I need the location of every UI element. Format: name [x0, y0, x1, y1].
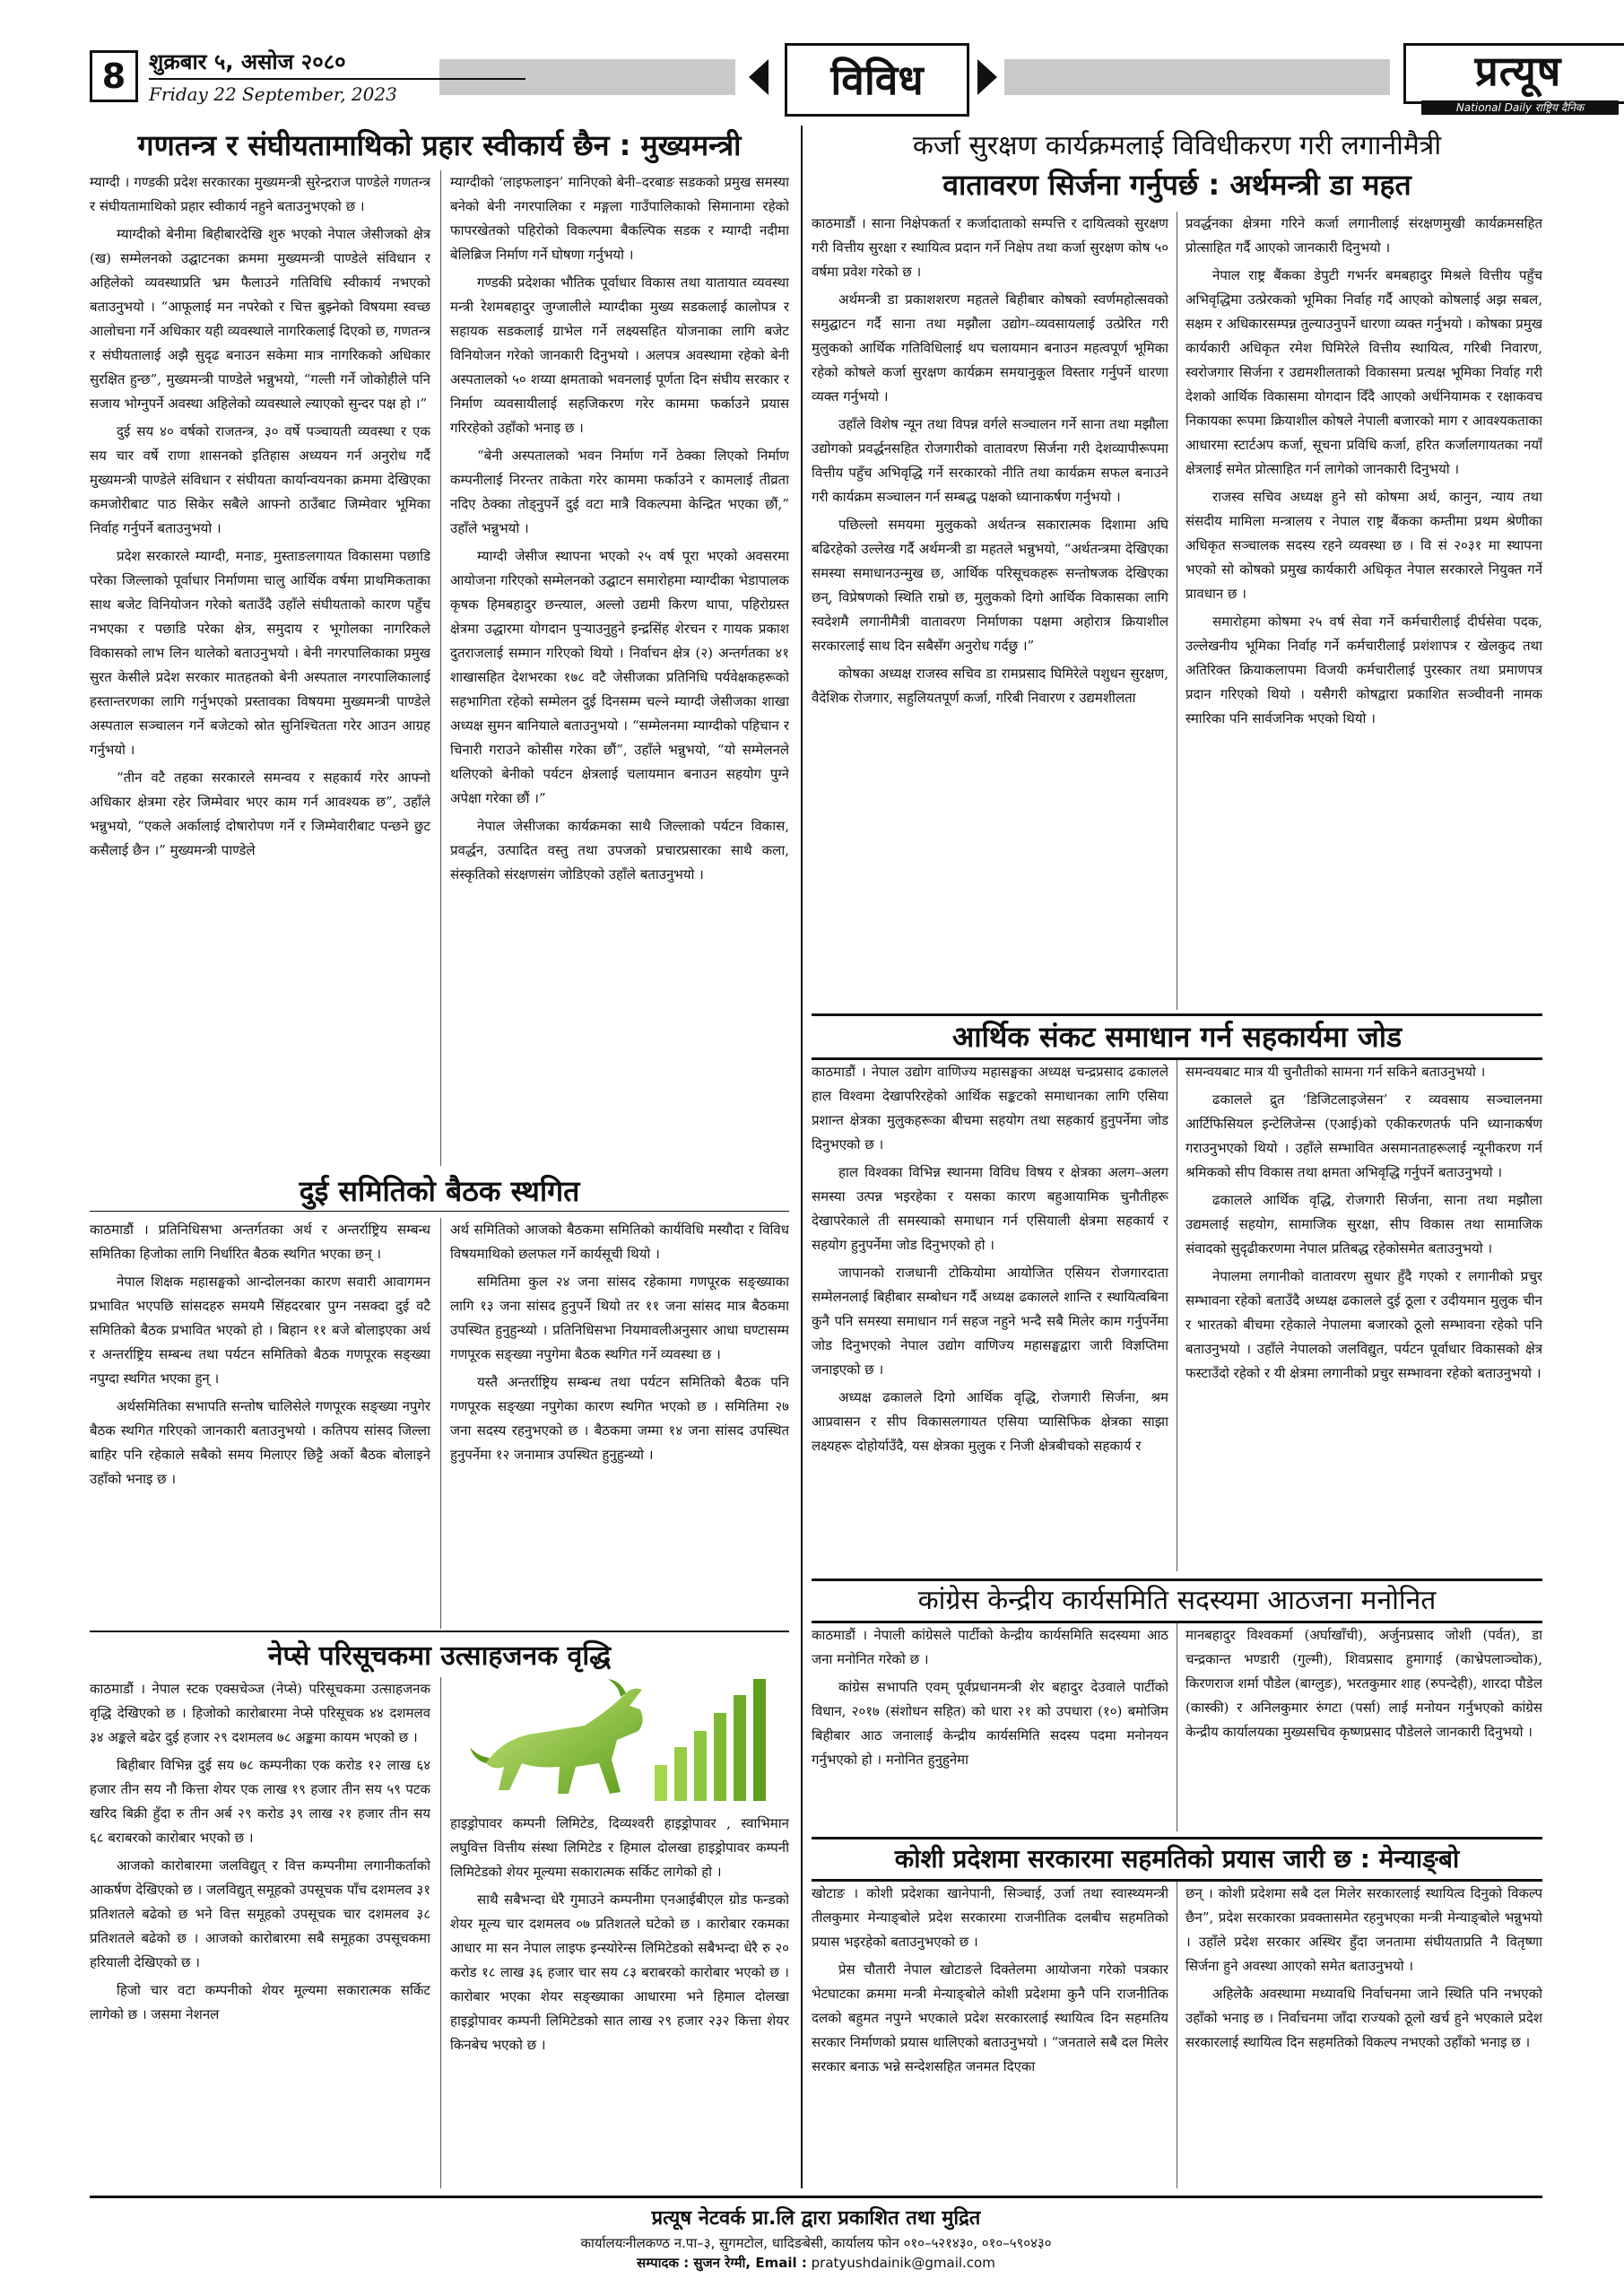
paragraph: अध्यक्ष ढकालले दिगो आर्थिक वृद्धि, रोजगारी सिर्जना, श्रम आप्रवासन र सीप विकासलगायत एसिया प्यासिफिक क्षेत्रका साझा लक्ष्यहरू दोहोर्याउँदै, यस क्षेत्रका मुलुक र निजी क्षेत्रबीचको सहकार्य र: [812, 1389, 1168, 1454]
article-column: [812, 1882, 1168, 2188]
paragraph: राजस्व सचिव अध्यक्ष हुने सो कोषमा अर्थ, कानुन, न्याय तथा संसदीय मामिला मन्त्रालय र नेपाल राष्ट्र बैंकका कम्तीमा प्रथम श्रेणीका अधिकृत सञ्चालक सदस्य रहने व्यवस्था छ । वि सं २०३१ मा स्थापना भएको सो कोषको प्रमुख कार्यकारी अधिकृत नेपाल सरकारले नियुक्त गर्ने प्रावधान छ ।: [1185, 489, 1542, 602]
issue-dates: [149, 47, 525, 105]
paragraph: खोटाङ । कोशी प्रदेशका खानेपानी, सिञ्चाई, उर्जा तथा स्वास्थ्यमन्त्री तीलकुमार मेन्याङ्बोले प्रदेश सरकारमा राजनीतिक दलबीच सहमतिको प्रयास भइरहेको बताउनुभएको छ ।: [812, 1885, 1168, 1950]
masthead-bar-right: [1004, 59, 1390, 95]
paragraph: दुई सय ४० वर्षको राजतन्त्र, ३० वर्षे पञ्चायती व्यवस्था र एक सय चार वर्षे राणा शासनको इतिहास अध्ययन गर्न अनुरोध गर्दै मुख्यमन्त्री पाण्डेले संविधान र संघीयता कार्यान्वयनका क्रममा देखिएका कमजोरीबाट पाठ सिकेर सबैले आफ्नो ठाउँबाट जिम्मेवार भूमिका निर्वाह गर्नुपर्ने बताउनुभयो ।: [90, 423, 430, 536]
bull-tail: [470, 1747, 490, 1763]
paragraph: अहिलेकै अवस्थामा मध्यावधि निर्वाचनमा जाने स्थिति पनि नभएको उहाँको भनाइ छ । निर्वाचनमा जाँदा राज्यको ठूलो खर्च हुने भएकाले प्रदेश सरकारलाई स्थायित्व दिन सहमतिको विकल्प नभएको उहाँको भनाइ छ ।: [1185, 1986, 1542, 2050]
email-link[interactable]: pratyushdainik@gmail.com: [811, 2255, 995, 2271]
paragraph: समितिमा कुल २४ जना सांसद रहेकामा गणपूरक सङ्ख्याका लागि १३ जना सांसद हुनुपर्ने थियो तर ११ जना सांसद मात्र बैठकमा उपस्थित हुनुहुन्थ्यो । प्रतिनिधिसभा नियमावलीअनुसार आधा घण्टासम्म गणपूरक सङ्ख्या नपुगेमा बैठक स्थगित गर्ने व्यवस्था छ ।: [450, 1274, 789, 1362]
paragraph: अर्थमन्त्री डा प्रकाशशरण महतले बिहीबार कोषको स्वर्णमहोत्सवको समुद्घाटन गर्दै साना तथा मझौला उद्योग–व्यवसायलाई उत्प्रेरित गरी मुलुकको आर्थिक गतिविधिलाई थप चलायमान बनाउन महत्वपूर्ण भूमिका रहेको कोषले कर्जा सुरक्षण कार्यक्रम समयानुकूल विस्तार गर्नुपर्ने धारणा व्यक्त गर्नुभयो ।: [812, 291, 1168, 404]
column-rule: [440, 1218, 441, 1629]
paragraph: काठमाडौं । नेपाल स्टक एक्सचेञ्ज (नेप्से) परिसूचकमा उत्साहजनक वृद्धि देखिएको छ । हिजोको कारोबारमा नेप्से परिसूचक ४४ दशमलव ३४ अङ्कले बढेर दुई हजार २९ दशमलव ७८ अङ्कमा कायम भएको छ ।: [90, 1681, 430, 1745]
article-column: [90, 170, 430, 1166]
article-column: [90, 1218, 430, 1629]
growth-bar: [734, 1695, 746, 1801]
date-english: Friday 22 September, 2023: [149, 83, 397, 105]
growth-bar: [694, 1731, 707, 1801]
article-headline: नेप्से परिसूचकमा उत्साहजनक वृद्धि: [267, 1640, 612, 1672]
paragraph: काठमाडौं । साना निक्षेपकर्ता र कर्जादाताको सम्पत्ति र दायित्वको सुरक्षण गरी वित्तीय सुरक्षा र स्थायित्व प्रदान गर्ने निक्षेप तथा कर्जा सुरक्षण कोष ५० वर्षमा प्रवेश गरेको छ ।: [812, 215, 1168, 280]
article-column: [812, 1623, 1168, 1831]
paragraph: आजको कारोबारमा जलविद्युत् र वित्त कम्पनीमा लगानीकर्ताको आकर्षण देखिएको छ । जलविद्युत् समूहको उपसूचक पाँच दशमलव ३१ प्रतिशतले बढेको छ भने वित्त समूहको उपसूचक चार दशमलव ३८ प्रतिशतले बढेको छ । आजको कारोबारमा सबै समूहका उपसूचकमा हरियाली देखिएको छ ।: [90, 1857, 430, 1970]
paragraph: कोषका अध्यक्ष राजस्व सचिव डा रामप्रसाद घिमिरेले पशुधन सुरक्षण, वैदेशिक रोजगार, सहुलियतपूर्ण कर्जा, गरिबी निवारण र उद्यमशीलता: [812, 665, 1168, 706]
paragraph: छन् । कोशी प्रदेशमा सबै दल मिलेर सरकारलाई स्थायित्व दिनुको विकल्प छैन”, प्रदेश सरकारका प्रवक्तासमेत रहनुभएका मन्त्री मेन्याङ्बोले भन्नुभयो । उहाँले प्रदेश सरकार अस्थिर हुँदा जनतामा संघीयताप्रति नै वितृष्णा सिर्जना हुने अवस्था आएको समेत बताउनुभयो ।: [1185, 1885, 1542, 1974]
paragraph: “तीन वटै तहका सरकारले समन्वय र सहकार्य गरेर आफ्नो अधिकार क्षेत्रमा रहेर जिम्मेवार भएर काम गर्न आवश्यक छ”, उहाँले भन्नुभयो, “एकले अर्कालाई दोषारोपण गर्ने र जिम्मेवारीबाट पन्छने छुट कसैलाई छैन ।” मुख्यमन्त्री पाण्डेले: [90, 770, 430, 858]
article-column: [812, 212, 1168, 1010]
paragraph: म्याग्दी । गण्डकी प्रदेश सरकारका मुख्यमन्त्री सुरेन्द्रराज पाण्डेले गणतन्त्र र संघीयतामाथिको प्रहार स्वीकार्य नहुने बताउनुभएको छ ।: [90, 174, 430, 214]
article-column: [1185, 1623, 1542, 1831]
paragraph: नेपाल जेसीजका कार्यक्रमका साथै जिल्लाको पर्यटन विकास, प्रवर्द्धन, उत्पादित वस्तु तथा उपजको प्रचारप्रसारका साथै कला, संस्कृतिको संरक्षणसंग जोडिएको उहाँले बताउनुभयो ।: [450, 818, 789, 883]
paragraph: नेपालमा लगानीको वातावरण सुधार हुँदै गएको र लगानीको प्रचुर सम्भावना रहेको बताउँदै अध्यक्ष ढकालले दुई ठूला र उदीयमान मुलुक चीन र भारतको बीचमा रहेकाले नेपालमा बजारको ठूलो सम्भावना रहेको पनि बताउनुभयो । उहाँले नेपालको जलविद्युत, पर्यटन पूर्वाधार विकासको क्षेत्र फस्टाउँदो रहेको र यी क्षेत्रमा लगानीको प्रचुर सम्भावना रहेको बताउनुभयो ।: [1185, 1268, 1542, 1381]
triangle-left-icon: [749, 59, 769, 95]
paragraph: नेपाल शिक्षक महासङ्घको आन्दोलनका कारण सवारी आवागमन प्रभावित भएपछि सांसदहरु समयमै सिंहदरबार पुग्न नसक्दा दुई वटै समितिको बैठक प्रभावित भएको हो । बिहान ११ बजे बोलाइएका अर्थ र अन्तर्राष्ट्रिय सम्बन्ध तथा पर्यटन समितिको बैठक गणपूरक सङ्ख्या नपुग्दा स्थगित भएका हुन् ।: [90, 1274, 430, 1387]
logo-subtitle: National Daily राष्ट्रिय दैनिक: [1421, 100, 1619, 115]
article-headline: गणतन्त्र र संघीयतामाथिको प्रहार स्वीकार्य छैन : मुख्यमन्त्री: [137, 128, 742, 162]
column-rule: [440, 1677, 441, 2188]
article-column: [450, 1812, 789, 2188]
paragraph: बिहीबार विभिन्न दुई सय ७८ कम्पनीका एक करोड १२ लाख ६४ हजार तीन सय नौ कित्ता शेयर एक लाख १९ हजार तीन सय ५९ पटक खरिद बिक्री हुँदा रु तीन अर्ब २९ करोड ३९ लाख २१ हजार तीन सय ६८ बराबरको कारोबार भएको छ ।: [90, 1757, 430, 1846]
logo-text: प्रत्यूष: [1474, 47, 1562, 95]
paragraph: “बेनी अस्पतालको भवन निर्माण गर्ने ठेक्का लिएको निर्माण कम्पनीलाई निरन्तर ताकेता गरेर काममा फर्काउने र कामलाई तीव्रता नदिए ठेक्का तोड्नुपर्ने दुई वटा मात्रै विकल्पमा केन्द्रित भएका छौं,” उहाँले भन्नुभयो ।: [450, 448, 789, 536]
divider: [90, 1211, 789, 1212]
paragraph: काठमाडौं । प्रतिनिधिसभा अन्तर्गतका अर्थ र अन्तर्राष्ट्रिय सम्बन्ध समितिका हिजोका लागि निर्धारित बैठक स्थगित भएका छन् ।: [90, 1222, 430, 1262]
paragraph: प्रवर्द्धनका क्षेत्रमा गरिने कर्जा लगानीलाई संरक्षणमुखी कार्यक्रमसहित प्रोत्साहित गर्दै आएको जानकारी दिनुभयो ।: [1185, 215, 1542, 256]
paragraph: उहाँले विशेष न्यून तथा विपन्न वर्गले सञ्चालन गर्ने साना तथा मझौला उद्योगको प्रवर्द्धनसहित रोजगारीको वातावरण सिर्जना गरी देशव्यापीरूपमा वित्तीय पहुँच अभिवृद्धि गर्ने सरकारको नीति तथा कार्यक्रम सफल बनाउने गरी कार्यक्रम सञ्चालन गर्न सम्बद्ध पक्षको ध्यानाकर्षण गर्नुभयो ।: [812, 416, 1168, 505]
paragraph: कांग्रेस सभापति एवम् पूर्वप्रधानमन्त्री शेर बहादुर देउवाले पार्टीको विधान, २०१७ (संशोधन सहित) को धारा २१ को उपधारा (१०) बमोजिम बिहीबार आठ जनालाई केन्द्रीय कार्यसमिति सदस्य पदमा मनोनयन गर्नुभएको हो । मनोनित हुनुहुनेमा: [812, 1679, 1168, 1768]
growth-bar: [753, 1679, 766, 1801]
article-headline: दुई समितिको बैठक स्थगित: [299, 1174, 580, 1208]
article-column: [450, 170, 789, 1166]
growth-bar: [655, 1765, 667, 1801]
paragraph: म्याग्दी जेसीज स्थापना भएको २५ वर्ष पूरा भएको अवसरमा आयोजना गरिएको सम्मेलनको उद्घाटन समारोहमा म्याग्दीका भेडापालक कृषक हिमबहादुर छन्त्याल, अल्लो उद्यमी किरण थापा, पहिरोग्रस्त क्षेत्रमा उद्धारमा योगदान पुऱ्याउनुहुने इन्द्रसिंह शेरचन र गायक प्रकाश दुतराजलाई सम्मान गरिएको थियो । निर्वाचन क्षेत्र (२) अन्तर्गतका ४१ शाखासहित देशभरका १७८ वटै जेसीजका प्रतिनिधि पर्यवेक्षकहरूको सहभागिता रहेको सम्मेलन दुई दिनसम्म चल्ने म्याग्दी जेसीजका शाखा अध्यक्ष सुमन बानियाले बताउनुभयो । “सम्मेलनमा म्याग्दीको पहिचान र चिनारी गराउने कोसीस गरेका छौं”, उहाँले भन्नुभयो, “यो सम्मेलनले थलिएको बेनीको पर्यटन क्षेत्रलाई चलायमान बनाउन सहयोग पुग्ने अपेक्षा गरेका छौं ।”: [450, 548, 789, 806]
newspaper-logo: [1403, 43, 1624, 117]
paragraph: समारोहमा कोषमा २५ वर्ष सेवा गर्ने कर्मचारीलाई दीर्घसेवा पदक, उल्लेखनीय भूमिका निर्वाह गर्ने कर्मचारीलाई प्रशंशापत्र र खेलकुद तथा अतिरिक्त क्रियाकलापमा विजयी कर्मचारीलाई पुरस्कार तथा प्रमाणपत्र प्रदान गरिएको थियो । यसैगरी कोषद्वारा प्रकाशित सञ्चीवनी नामक स्मारिका पनि सार्वजनिक भएको थियो ।: [1185, 613, 1542, 726]
page-column-divider: [801, 126, 803, 2188]
section-title: विविध: [785, 43, 969, 117]
paragraph: पछिल्लो समयमा मुलुकको अर्थतन्त्र सकारात्मक दिशामा अघि बढिरहेको उल्लेख गर्दै अर्थमन्त्री डा महतले भन्नुभयो, “अर्थतन्त्रमा देखिएका समस्या समाधानउन्मुख छ, आर्थिक परिसूचकहरू सन्तोषजक देखिएका छन्, विप्रेषणको स्थिति राम्रो छ, मुलुकको दिगो आर्थिक विकासका लागि स्वदेशमै लगानीमैत्री वातावरण निर्माणका पक्षमा अहोरात्र क्रियाशील सरकारलाई साथ दिन सबैसँग अनुरोध गर्दछु ।”: [812, 517, 1168, 654]
paragraph: जापानको राजधानी टोकियोमा आयोजित एसियन रोजगारदाता सम्मेलनलाई बिहीबार सम्बोधन गर्दै अध्यक्ष ढकालले शान्ति र स्थायित्वबिना कुनै पनि समस्या समाधान गर्न सहज नहुने भन्दै सबै मिलेर काम गर्नुपर्नेमा जोड दिनुभएको नेपाल उद्योग वाणिज्य महासङ्घद्वारा जारी विज्ञप्तिमा जनाइएको छ ।: [812, 1265, 1168, 1378]
paragraph: म्याग्दीको बेनीमा बिहीबारदेखि शुरु भएको नेपाल जेसीजको क्षेत्र (ख) सम्मेलनको उद्घाटनका क्रममा मुख्यमन्त्री पाण्डेले संविधान र अहिलेको व्यवस्थाप्रति भ्रम फैलाउने गतिविधि स्वीकार्य नभएको बताउनुभयो । “आफूलाई मन नपरेको र चित्त बुझ्नेको विषयमा स्वच्छ आलोचना गर्ने अधिकार यही व्यवस्थाले नागरिकलाई दिएको छ, गणतन्त्र र संघीयतालाई अझै सुदृढ बनाउन सकेमा मात्र नागरिकको अधिकार सुरक्षित हुन्छ”, मुख्यमन्त्री पाण्डेले भन्नुभयो, “गल्ती गर्ने जोकोहीले पनि सजाय भोग्नुपर्ने अवस्था अहिलेको व्यवस्थाले ल्याएको सुन्दर पक्ष हो ।”: [90, 226, 430, 412]
paragraph: नेपाल राष्ट्र बैंकका डेपुटी गभर्नर बमबहादुर मिश्रले वित्तीय पहुँच अभिवृद्धिमा उत्प्रेरकको भूमिका निर्वाह गर्दै आएको कोषलाई अझ सबल, सक्षम र अधिकारसम्पन्न तुल्याउनुपर्ने धारणा व्यक्त गर्नुभयो । कोषका प्रमुख कार्यकारी अधिकृत रमेश घिमिरेले वित्तीय स्थायित्व, गरिबी निवारण, स्वरोजगार सिर्जना र उद्यमशीलताको विकासमा प्रत्यक्ष भूमिका निर्वाह गरी देशको आर्थिक विकासमा योगदान दिँदै आएको अर्धनियामक र रक्षाकवच निकायका रूपमा क्रियाशील कोषले नेपाली बजारको माग र आवश्यकताका आधारमा स्टार्टअप कर्जा, सूचना प्रविधि कर्जा, हरित कर्जालगायतका नयाँ क्षेत्रलाई समेत प्रोत्साहित गर्न लागेको जानकारी दिनुभयो ।: [1185, 267, 1542, 477]
publisher-line: प्रत्यूष नेटवर्क प्रा.लि द्वारा प्रकाशित तथा मुद्रित: [651, 2207, 981, 2230]
article-headline: आर्थिक संकट समाधान गर्न सहकार्यमा जोड: [812, 1013, 1542, 1060]
paragraph: म्याग्दीको ‘लाइफलाइन’ मानिएको बेनी–दरबाङ सडकको प्रमुख समस्या बनेको बेनी नगरपालिका र मङ्गला गाउँपालिकाको सिमानामा रहेको फापरखेतको पहिरोको विकल्पमा बैकल्पिक सडक र म्याग्दी नदीमा बेलिब्रिज निर्माण गर्ने घोषणा गर्नुभयो ।: [450, 174, 789, 263]
article-column: [1185, 212, 1542, 1010]
editor-line: [90, 2252, 1542, 2272]
page-number: 8: [90, 50, 138, 102]
article-column: [1185, 1882, 1542, 2188]
paragraph: हाल विश्वका विभिन्न स्थानमा विविध विषय र क्षेत्रका अलग–अलग समस्या उत्पन्न भइरहेका र यसका कारण बहुआयामिक चुनौतीहरू देखापरेकाले ती समस्याको समाधान गर्न एसियाली क्षेत्रमा सहकार्य र सहयोग हुनुपर्नेमा जोड दिनुभएको हो ।: [812, 1164, 1168, 1253]
divider: [90, 1631, 789, 1632]
article-column: [1185, 1060, 1542, 1571]
article-column: [812, 1060, 1168, 1571]
article-headline: कांग्रेस केन्द्रीय कार्यसमिति सदस्यमा आठजना मनोनित: [812, 1578, 1542, 1623]
paragraph: अर्थसमितिका सभापति सन्तोष चालिसेले गणपूरक सङ्ख्या नपुगेर बैठक स्थगित गरिएको जानकारी बताउनुभयो । कतिपय सांसद जिल्ला बाहिर पनि रहेकाले सबैको समय मिलाएर छिट्टै अर्को बैठक बोलाइने उहाँको भनाइ छ ।: [90, 1398, 430, 1487]
paragraph: ढकालले आर्थिक वृद्धि, रोजगारी सिर्जना, साना तथा मझौला उद्यमलाई सहयोग, सामाजिक सुरक्षा, सीप विकास तथा सामाजिक संवादको सुदृढीकरणमा नेपाल प्रतिबद्ध रहेकोसमेत बताउनुभयो ।: [1185, 1192, 1542, 1257]
paragraph: साथै सबैभन्दा धेरै गुमाउने कम्पनीमा एनआईबीएल ग्रोड फन्डको शेयर मूल्य चार दशमलव ०७ प्रतिशतले घटेको छ । कारोबार रकमका आधार मा सन नेपाल लाइफ इन्स्योरेन्स लिमिटेडको सबैभन्दा धेरै रु २० करोड १८ लाख ३६ हजार चार सय ८३ बराबरको कारोबार भएको छ । कारोबार भएका शेयर सङ्ख्याका आधारमा भने हिमाल दोलखा हाइड्रोपावर कम्पनी लिमिटेडको सात लाख २९ हजार २३२ कित्ता शेयर किनबेच भएको छ ।: [450, 1892, 789, 2053]
masthead: [90, 43, 1585, 117]
publisher-footer: [90, 2196, 1542, 2270]
bull-silhouette: [486, 1689, 643, 1794]
triangle-right-icon: [977, 59, 997, 95]
article-headline-line2: वातावरण सिर्जना गर्नुपर्छ : अर्थमन्त्री डा महत: [942, 168, 1411, 202]
paragraph: ढकालले द्रुत ‘डिजिटलाइजेसन’ र व्यवसाय सञ्चालनमा आर्टिफिसियल इन्टेलिजेन्स (एआई)को एकीकरणतर्फ पनि ध्यानाकर्षण गराउनुभएको थियो । उहाँले सम्भावित असमानताहरूलाई न्यूनीकरण गर्न श्रमिकको सीप विकास तथा क्षमता अभिवृद्धि गर्नुपर्ने बताउनुभयो ।: [1185, 1091, 1542, 1180]
paragraph: काठमाडौं । नेपाल उद्योग वाणिज्य महासङ्घका अध्यक्ष चन्द्रप्रसाद ढकालले हाल विश्वमा देखापरिरहेको आर्थिक सङ्कटको समाधानका लागि एसिया प्रशान्त क्षेत्रका मुलुकहरूका बीचमा सहयोग तथा सहकार्य हुनुपर्नेमा जोड दिनुभएको छ ।: [812, 1064, 1168, 1152]
paragraph: हाइड्रोपावर कम्पनी लिमिटेड, दिव्यश्वरी हाइड्रोपावर , स्वाभिमान लघुवित्त वित्तीय संस्था लिमिटेड र हिमाल दोलखा हाइड्रोपावर कम्पनी लिमिटेडको शेयर मूल्यमा सकारात्मक सर्किट लागेको हो ।: [450, 1815, 789, 1880]
paragraph: हिजो चार वटा कम्पनीको शेयर मूल्यमा सकारात्मक सर्किट लागेको छ । जसमा नेशनल: [90, 1982, 430, 2022]
article-column: [450, 1218, 789, 1629]
paragraph: प्रेस चौतारी नेपाल खोटाङले दिक्तेलमा आयोजना गरेको पत्रकार भेटघाटका क्रममा मन्त्री मेन्याङ्बोले कोशी प्रदेशमा कुनै पनि राजनीतिक दलको बहुमत नपुग्ने भएकाले प्रदेश सरकारलाई स्थायित्व दिन सहमतिय सरकार निर्माणको प्रयास थालिएको बताउनुभयो । “जनताले सबै दल मिलेर सरकार बनाऊ भन्ने सन्देशसहित जनमत दिएका: [812, 1961, 1168, 2074]
article-column: [90, 1677, 430, 2188]
growth-bar: [674, 1747, 687, 1801]
paragraph: अर्थ समितिको आजको बैठकमा समितिको कार्यविधि मस्यौदा र विविध विषयमाथिको छलफल गर्ने कार्यसूची थियो ।: [450, 1222, 789, 1262]
bull-horn: [608, 1679, 626, 1697]
column-rule: [440, 170, 441, 1166]
growth-bar: [714, 1713, 726, 1801]
bull-market-illustration: [450, 1674, 789, 1808]
paragraph: यस्तै अन्तर्राष्ट्रिय सम्बन्ध तथा पर्यटन समितिको बैठक पनि गणपूरक सङ्ख्या नपुगेका कारण स्थगित भएको छ । समितिमा २७ जना सदस्य रहनुभएको छ । बैठकमा जम्मा १४ जना सांसद उपस्थित हुनुपर्नेमा १२ जनामात्र उपस्थित हुनुहुन्थ्यो ।: [450, 1374, 789, 1463]
office-address: कार्यालयःनीलकण्ठ न.पा–३, सुगमटोल, धादिङबेसी, कार्यालय फोन ०१०–५२१४३०, ०१०–५९०४३०: [580, 2235, 1052, 2251]
article-headline: कोशी प्रदेशमा सरकारमा सहमतिको प्रयास जारी छ : मेन्याङ्बो: [812, 1837, 1542, 1882]
paragraph: काठमाडौं । नेपाली कांग्रेसले पार्टीको केन्द्रीय कार्यसमिति सदस्यमा आठ जना मनोनित गरेको छ ।: [812, 1627, 1168, 1667]
paragraph: समन्वयबाट मात्र यी चुनौतीको सामना गर्न सकिने बताउनुभयो ।: [1185, 1064, 1486, 1080]
article-headline-line1: कर्जा सुरक्षण कार्यक्रमलाई विविधीकरण गरी लगानीमैत्री: [912, 130, 1442, 161]
paragraph: मानबहादुर विश्वकर्मा (अर्घाखाँची), अर्जुनप्रसाद जोशी (पर्वत), डा चन्द्रकान्त भण्डारी (गुल्मी), शिवप्रसाद हुमागाई (काभ्रेपलाञ्चोक), किरणराज शर्मा पौडेल (बाग्लुङ), भरतकुमार शाह (रुपन्देही), शारदा पौडेल (कास्की) र अनिलकुमार रुंगटा (पर्सा) लाई मनोयन गर्नुभएको कांग्रेस केन्द्रीय कार्यालयका मुख्यसचिव कृष्णप्रसाद पौडेलले जानकारी दिनुभयो ।: [1185, 1627, 1542, 1740]
paragraph: गण्डकी प्रदेशका भौतिक पूर्वाधार विकास तथा यातायात व्यवस्था मन्त्री रेशमबहादुर जुग्जालीले म्याग्दीका मुख्य सडकलाई कालोपत्र र सहायक सडकलाई ग्राभेल गर्ने लक्ष्यसहित योजनाका लागि बजेट विनियोजन गरेको जानकारी दिनुभयो । अलपत्र अवस्थामा रहेको बेनी अस्पतालको ५० शय्या क्षमताको भवनलाई पूर्णता दिन संघीय सरकार र निर्माण व्यवसायीलाई सहजिकरण गरेर काममा फर्काउने प्रयास गरिरहेको उहाँको भनाइ छ ।: [450, 274, 789, 436]
date-nepali: शुक्रबार ५, असोज २०८०: [149, 47, 525, 80]
paragraph: प्रदेश सरकारले म्याग्दी, मनाङ, मुस्ताङलगायत विकासमा पछाडि परेका जिल्लाको पूर्वाधार निर्माणमा चालु आर्थिक वर्षमा प्राथमिकताका साथ बजेट विनियोजन गरेको बताउँदै उहाँले संघीयताको कारण पहुँच नभएका र पछाडि परेका क्षेत्र, समुदाय र भूगोलका नागरिकले विकासको लाभ लिन थालेको बताउनुभयो । बेनी नगरपालिकाका प्रमुख सुरत केसीले प्रदेश सरकार मातहतको बेनी अस्पताल नगरपालिकालाई हस्तान्तरणका लागि गर्नुभएको प्रस्तावका विषयमा मुख्यमन्त्री पाण्डेले अस्पताल सञ्चालन गर्ने बजेटको स्रोत सुनिश्चितता गरेर आउन आग्रह गर्नुभयो ।: [90, 548, 430, 758]
editor-label: सम्पादक : सुजन रेग्मी, Email :: [637, 2255, 807, 2271]
